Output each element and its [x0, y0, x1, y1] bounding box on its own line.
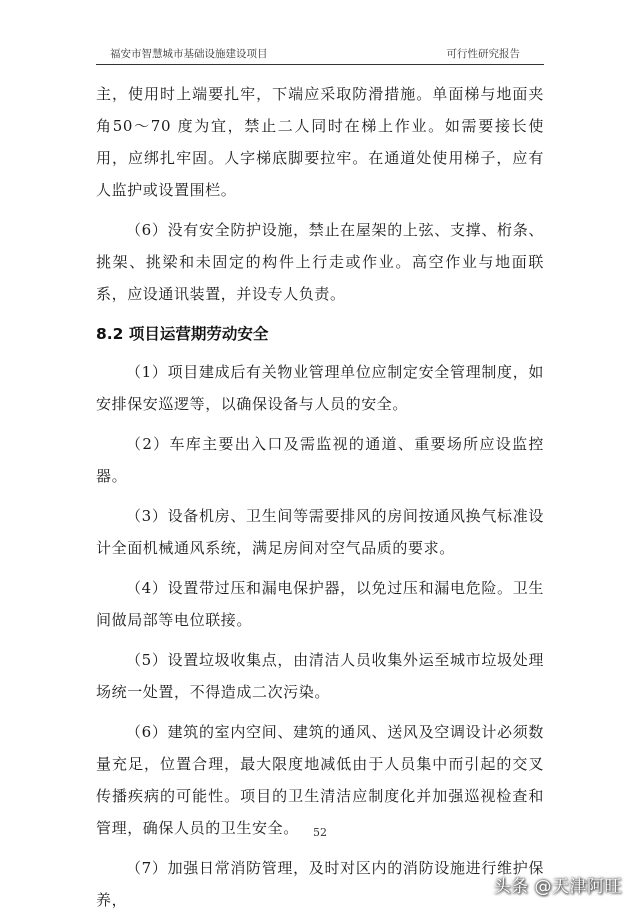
paragraph-item-6: （6）建筑的室内空间、建筑的通风、送风及空调设计必须数量充足，位置合理，最大限度地减低由于人员集中而引起的交叉传播疾病的可能性。项目的卫生清洁应制度化并加强巡视检查和管理，确保人员的卫生安全。 — [96, 723, 544, 837]
paragraph-item-1: （1）项目建成后有关物业管理单位应制定安全管理制度，如安排保安巡逻等，以确保设备与人员的安全。 — [96, 363, 544, 413]
paragraph-item-2: （2）车库主要出入口及需监视的通道、重要场所应设监控器。 — [96, 435, 544, 485]
paragraph-continued: 主，使用时上端要扎牢，下端应采取防滑措施。单面梯与地面夹角50～70 度为宜，禁止二人同时在梯上作业。如需要接长使用，应绑扎牢固。人字梯底脚要拉牢。在通道处使用梯子，应有人监护或设置围栏。 — [96, 85, 544, 199]
page-header — [96, 40, 544, 65]
header-project-title: 福安市智慧城市基础设施建设项目 — [110, 48, 268, 60]
watermark: 头条 @天津阿旺 — [493, 877, 622, 897]
paragraph-item-7: （7）加强日常消防管理，及时对区内的消防设施进行维护保养， — [96, 859, 544, 909]
page-number: 52 — [313, 826, 327, 839]
page-body — [96, 78, 544, 924]
header-report-type: 可行性研究报告 — [446, 48, 520, 60]
paragraph-item-4: （4）设置带过压和漏电保护器，以免过压和漏电危险。卫生间做局部等电位联接。 — [96, 579, 544, 629]
section-heading-8-2: 8.2 项目运营期劳动安全 — [96, 325, 269, 343]
paragraph-item-6-safety: （6）没有安全防护设施，禁止在屋架的上弦、支撑、桁条、挑架、挑梁和未固定的构件上行走或作业。高空作业与地面联系，应设通讯装置，并设专人负责。 — [96, 221, 544, 303]
paragraph-item-5: （5）设置垃圾收集点，由清洁人员收集外运至城市垃圾处理场统一处置，不得造成二次污染。 — [96, 651, 544, 701]
paragraph-item-3: （3）设备机房、卫生间等需要排风的房间按通风换气标准设计全面机械通风系统，满足房间对空气品质的要求。 — [96, 507, 544, 557]
